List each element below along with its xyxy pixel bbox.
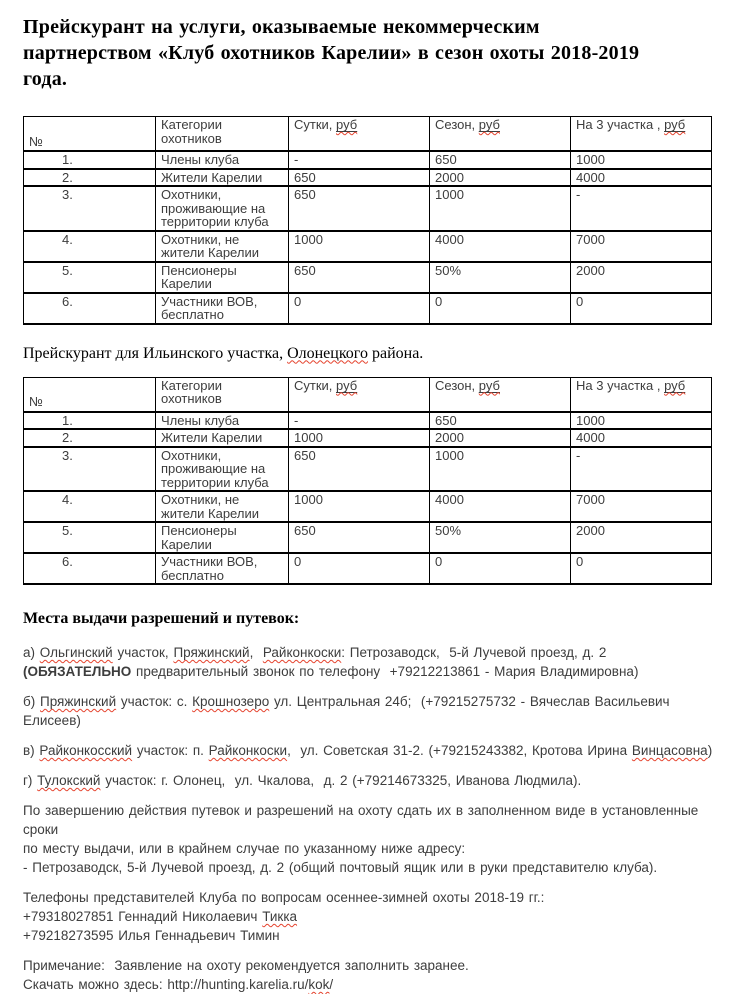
text-segment: 0 — [294, 293, 302, 309]
text-segment: Прейскурант на услуги, оказываемые некоммерческим — [23, 16, 540, 38]
text-segment: , ул. Советская 31-2. (+79215243382, Кротова Ирина — [287, 743, 632, 758]
table-cell — [24, 491, 156, 522]
table-row — [24, 553, 712, 584]
text-segment: Ольгинский — [39, 645, 113, 660]
text-segment: участок: п. — [132, 743, 209, 758]
text-segment: 650 — [294, 447, 316, 463]
text-segment: Скачать можно здесь: http://hunting.karelia.ru/ — [23, 977, 309, 992]
text-segment: 650 — [294, 523, 316, 538]
text-segment: Жители Карелии — [161, 430, 263, 445]
table-cell — [430, 169, 571, 187]
text-segment: 1. — [62, 152, 73, 167]
text-segment: Сезон, — [435, 377, 479, 393]
text-segment — [336, 117, 357, 132]
text-segment: 4. — [62, 231, 73, 247]
text-segment: Крошнозеро — [192, 694, 270, 709]
text-line — [23, 801, 716, 839]
text-segment: 6. — [62, 554, 73, 569]
text-segment: 4000 — [576, 430, 605, 445]
text-segment: 7000 — [576, 492, 605, 507]
table-cell — [24, 553, 156, 584]
text-line — [23, 839, 716, 858]
column-header — [24, 117, 156, 152]
text-segment: по месту выдачи, или в крайнем случае по указанному ниже адресу: — [23, 841, 466, 856]
text-segment: года. — [23, 68, 68, 90]
header-row — [24, 117, 712, 152]
text-segment: 1000 — [294, 492, 323, 507]
text-segment: +79318027851 Геннадий Николаевич — [23, 909, 263, 924]
text-segment: № — [29, 133, 43, 149]
table-cell — [156, 553, 289, 584]
text-segment: 650 — [435, 152, 457, 167]
ilinsky-subtitle — [23, 343, 716, 364]
text-segment: 2000 — [576, 262, 605, 278]
table-cell — [24, 447, 156, 492]
table-cell — [156, 169, 289, 187]
text-segment: руб — [478, 117, 500, 132]
table-cell — [24, 169, 156, 187]
column-header — [289, 377, 430, 412]
table-row — [24, 522, 712, 553]
text-segment: На 3 участка , — [576, 377, 665, 393]
text-line — [23, 926, 716, 945]
text-segment: Охотники, не жители Карелии — [161, 231, 259, 260]
table-cell — [430, 293, 571, 324]
place-g-paragraph — [23, 771, 716, 790]
table-cell — [156, 186, 289, 231]
table-cell — [430, 447, 571, 492]
text-segment: +79218273595 Илья Геннадьевич Тимин — [23, 928, 280, 943]
table-cell — [24, 412, 156, 430]
text-segment — [336, 378, 357, 393]
table-row — [24, 447, 712, 492]
text-segment: Прейскурант для Ильинского участка, — [23, 344, 288, 362]
text-line — [23, 643, 716, 662]
table-row — [24, 151, 712, 169]
text-segment: 2000 — [435, 169, 464, 185]
text-line — [23, 956, 716, 975]
text-segment: Тикка — [262, 909, 298, 924]
table-cell — [289, 429, 430, 447]
table-cell — [289, 447, 430, 492]
text-segment: руб — [664, 377, 686, 393]
text-segment: участок: г. Олонец, ул. Чкалова, д. 2 (+79214673325, Иванова Людмила). — [100, 773, 582, 788]
text-segment: 0 — [576, 554, 584, 569]
table-cell — [156, 262, 289, 293]
column-header — [156, 117, 289, 152]
column-header — [571, 377, 712, 412]
text-segment: : Петрозаводск, 5-й Лучевой проезд, д. 2 — [341, 645, 607, 660]
table-row — [24, 491, 712, 522]
table-cell — [156, 447, 289, 492]
table-cell — [571, 231, 712, 262]
table-cell — [156, 429, 289, 447]
text-segment: - — [294, 152, 299, 167]
text-segment: № — [29, 394, 43, 409]
text-segment: Примечание: Заявление на охоту рекомендуется заполнить заранее. — [23, 958, 469, 973]
text-segment: 2000 — [435, 430, 464, 445]
table-row — [24, 231, 712, 262]
table-cell — [156, 522, 289, 553]
table-cell — [289, 169, 430, 187]
text-segment: г) — [23, 773, 38, 788]
place-v-paragraph — [23, 741, 716, 760]
text-segment: 2. — [62, 430, 73, 445]
text-segment: , — [249, 645, 263, 660]
table-cell — [571, 151, 712, 169]
text-segment: 650 — [294, 262, 316, 278]
text-segment: района. — [367, 344, 424, 362]
text-segment: 5. — [62, 262, 73, 278]
price-table-ilinsky — [23, 377, 712, 586]
table-row — [24, 293, 712, 324]
column-header — [571, 117, 712, 152]
text-segment: 0 — [576, 293, 584, 309]
text-line — [23, 975, 716, 994]
text-segment: 50% — [435, 523, 462, 538]
text-segment: руб — [664, 117, 686, 132]
text-segment — [664, 117, 685, 132]
column-header — [24, 377, 156, 412]
table-cell — [156, 151, 289, 169]
text-segment — [479, 117, 500, 132]
text-segment: 1000 — [576, 152, 605, 167]
text-segment: 4. — [62, 492, 73, 507]
text-segment: 3. — [62, 447, 73, 463]
text-segment: Охотники, проживающие на территории клуба — [161, 447, 269, 490]
text-segment: Тулокский — [37, 773, 101, 788]
note-paragraph — [23, 956, 716, 994]
table-cell — [289, 491, 430, 522]
text-line — [23, 66, 716, 92]
table-cell — [430, 522, 571, 553]
text-segment: 1. — [62, 412, 73, 428]
table-cell — [571, 169, 712, 187]
text-segment: 2. — [62, 169, 73, 185]
text-segment: Категории охотников — [161, 117, 222, 146]
text-line — [23, 14, 716, 40]
text-segment: участок, — [112, 645, 174, 660]
text-segment: 6. — [62, 293, 73, 309]
table-cell — [156, 231, 289, 262]
text-segment: Жители Карелии — [161, 169, 263, 185]
table-cell — [289, 262, 430, 293]
text-segment: Члены клуба — [161, 412, 240, 428]
text-segment — [664, 378, 685, 393]
table-cell — [571, 491, 712, 522]
table-cell — [156, 293, 289, 324]
table-cell — [24, 186, 156, 231]
phones-paragraph — [23, 888, 716, 945]
text-line — [23, 888, 716, 907]
text-segment: 4000 — [435, 492, 464, 507]
text-segment: По завершению действия путевок и разрешений на охоту сдать их в заполненном виде в установленные сроки — [23, 803, 704, 837]
table-cell — [24, 231, 156, 262]
text-segment: а) — [23, 645, 40, 660]
table-cell — [430, 262, 571, 293]
text-segment: партнерством «Клуб охотников Карелии» в сезон охоты 2018-2019 — [23, 42, 640, 64]
table-cell — [430, 553, 571, 584]
table-cell — [430, 231, 571, 262]
text-segment: б) — [23, 694, 40, 709]
table-cell — [430, 151, 571, 169]
places-heading: Места выдачи разрешений и путевок: — [23, 610, 300, 627]
text-segment: - — [576, 447, 581, 463]
text-segment: руб — [478, 377, 500, 393]
text-segment: Райконкосский — [39, 743, 133, 758]
table-cell — [24, 522, 156, 553]
text-segment: 3. — [62, 187, 73, 202]
column-header — [156, 377, 289, 412]
table-row — [24, 169, 712, 187]
table-cell — [430, 429, 571, 447]
text-segment: kok — [308, 977, 330, 992]
text-line — [23, 662, 716, 681]
text-segment: 1000 — [435, 447, 464, 463]
table-row — [24, 429, 712, 447]
text-segment: - — [576, 187, 581, 202]
text-segment: Участники ВОВ, бесплатно — [161, 554, 258, 583]
column-header — [430, 117, 571, 152]
text-segment: Райконкоски — [262, 645, 342, 660]
table-cell — [289, 553, 430, 584]
text-line — [23, 771, 716, 790]
table-cell — [430, 491, 571, 522]
place-b-paragraph — [23, 692, 716, 730]
text-segment: Винцасовна — [631, 743, 708, 758]
text-segment: 650 — [435, 412, 457, 428]
text-segment: 0 — [435, 554, 443, 569]
text-line — [23, 907, 716, 926]
text-segment: Пряжинский — [173, 645, 250, 660]
table-row — [24, 412, 712, 430]
table-cell — [289, 412, 430, 430]
text-segment: Райконкоски — [208, 743, 288, 758]
table-cell — [24, 293, 156, 324]
table-cell — [24, 429, 156, 447]
text-segment: Охотники, проживающие на территории клуба — [161, 187, 269, 229]
text-segment: Члены клуба — [161, 152, 240, 167]
text-segment: в) — [23, 743, 40, 758]
text-segment: 7000 — [576, 231, 605, 247]
table-cell — [156, 491, 289, 522]
text-segment: Олонецкого — [287, 344, 368, 362]
table-cell — [289, 151, 430, 169]
text-segment: Участники ВОВ, бесплатно — [161, 293, 258, 322]
table-row — [24, 262, 712, 293]
text-segment: участок: с. — [116, 694, 193, 709]
text-segment: 650 — [294, 187, 316, 202]
text-segment: 50% — [435, 262, 462, 278]
table-cell — [571, 429, 712, 447]
table-cell — [156, 412, 289, 430]
return-rules-paragraph — [23, 801, 716, 877]
text-segment: 4000 — [435, 231, 464, 247]
text-segment: 2000 — [576, 523, 605, 538]
table-cell — [430, 186, 571, 231]
text-segment: Пенсионеры Карелии — [161, 262, 237, 291]
table-cell — [430, 412, 571, 430]
place-a-paragraph — [23, 643, 716, 681]
table-cell — [571, 522, 712, 553]
text-line — [23, 858, 716, 877]
text-segment: 0 — [294, 554, 302, 569]
text-segment: Сезон, — [435, 117, 479, 132]
text-segment: предварительный звонок по телефону +79212213861 - Мария Владимировна) — [131, 664, 639, 679]
table-cell — [571, 553, 712, 584]
text-segment — [479, 378, 500, 393]
column-header — [430, 377, 571, 412]
text-segment: Пенсионеры Карелии — [161, 523, 237, 552]
table-cell — [289, 186, 430, 231]
text-segment: руб — [336, 377, 358, 393]
text-segment: / — [329, 977, 334, 992]
table-cell — [571, 262, 712, 293]
price-table-main — [23, 116, 712, 325]
text-segment: 0 — [435, 293, 443, 309]
text-line — [23, 692, 716, 730]
text-segment: 1000 — [435, 187, 464, 202]
text-segment: 5. — [62, 523, 73, 538]
text-segment: (ОБЯЗАТЕЛЬНО — [23, 664, 132, 679]
header-row — [24, 377, 712, 412]
text-segment: 4000 — [576, 169, 605, 185]
text-segment: Категории охотников — [161, 377, 222, 406]
text-segment: ) — [707, 743, 713, 758]
text-segment: Сутки, — [294, 117, 337, 132]
table-cell — [571, 412, 712, 430]
table-cell — [24, 151, 156, 169]
text-segment: На 3 участка , — [576, 117, 665, 132]
text-segment: Пряжинский — [39, 694, 117, 709]
document-title — [23, 14, 716, 92]
text-segment: 1000 — [294, 430, 323, 445]
text-segment: руб — [336, 117, 358, 132]
text-segment: 650 — [294, 169, 316, 185]
text-segment: Телефоны представителей Клуба по вопросам осеннее-зимней охоты 2018-19 гг.: — [23, 890, 545, 905]
text-line — [23, 741, 716, 760]
table-row — [24, 186, 712, 231]
table-cell — [289, 293, 430, 324]
table-cell — [571, 186, 712, 231]
table-cell — [24, 262, 156, 293]
table-cell — [289, 231, 430, 262]
table-cell — [289, 522, 430, 553]
text-segment: 1000 — [576, 412, 605, 428]
table-cell — [571, 447, 712, 492]
text-segment: - — [294, 412, 299, 428]
text-segment: Охотники, не жители Карелии — [161, 492, 259, 521]
text-segment: 1000 — [294, 231, 323, 247]
text-segment: ул. Центральная 24б; (+79215275732 - Вячеслав Васильевич Елисеев) — [23, 694, 675, 728]
text-segment: - Петрозаводск, 5-й Лучевой проезд, д. 2 (общий почтовый ящик или в руки представителю клуба). — [23, 860, 658, 875]
text-segment: Сутки, — [294, 377, 337, 393]
text-line — [23, 40, 716, 66]
table-cell — [571, 293, 712, 324]
column-header — [289, 117, 430, 152]
